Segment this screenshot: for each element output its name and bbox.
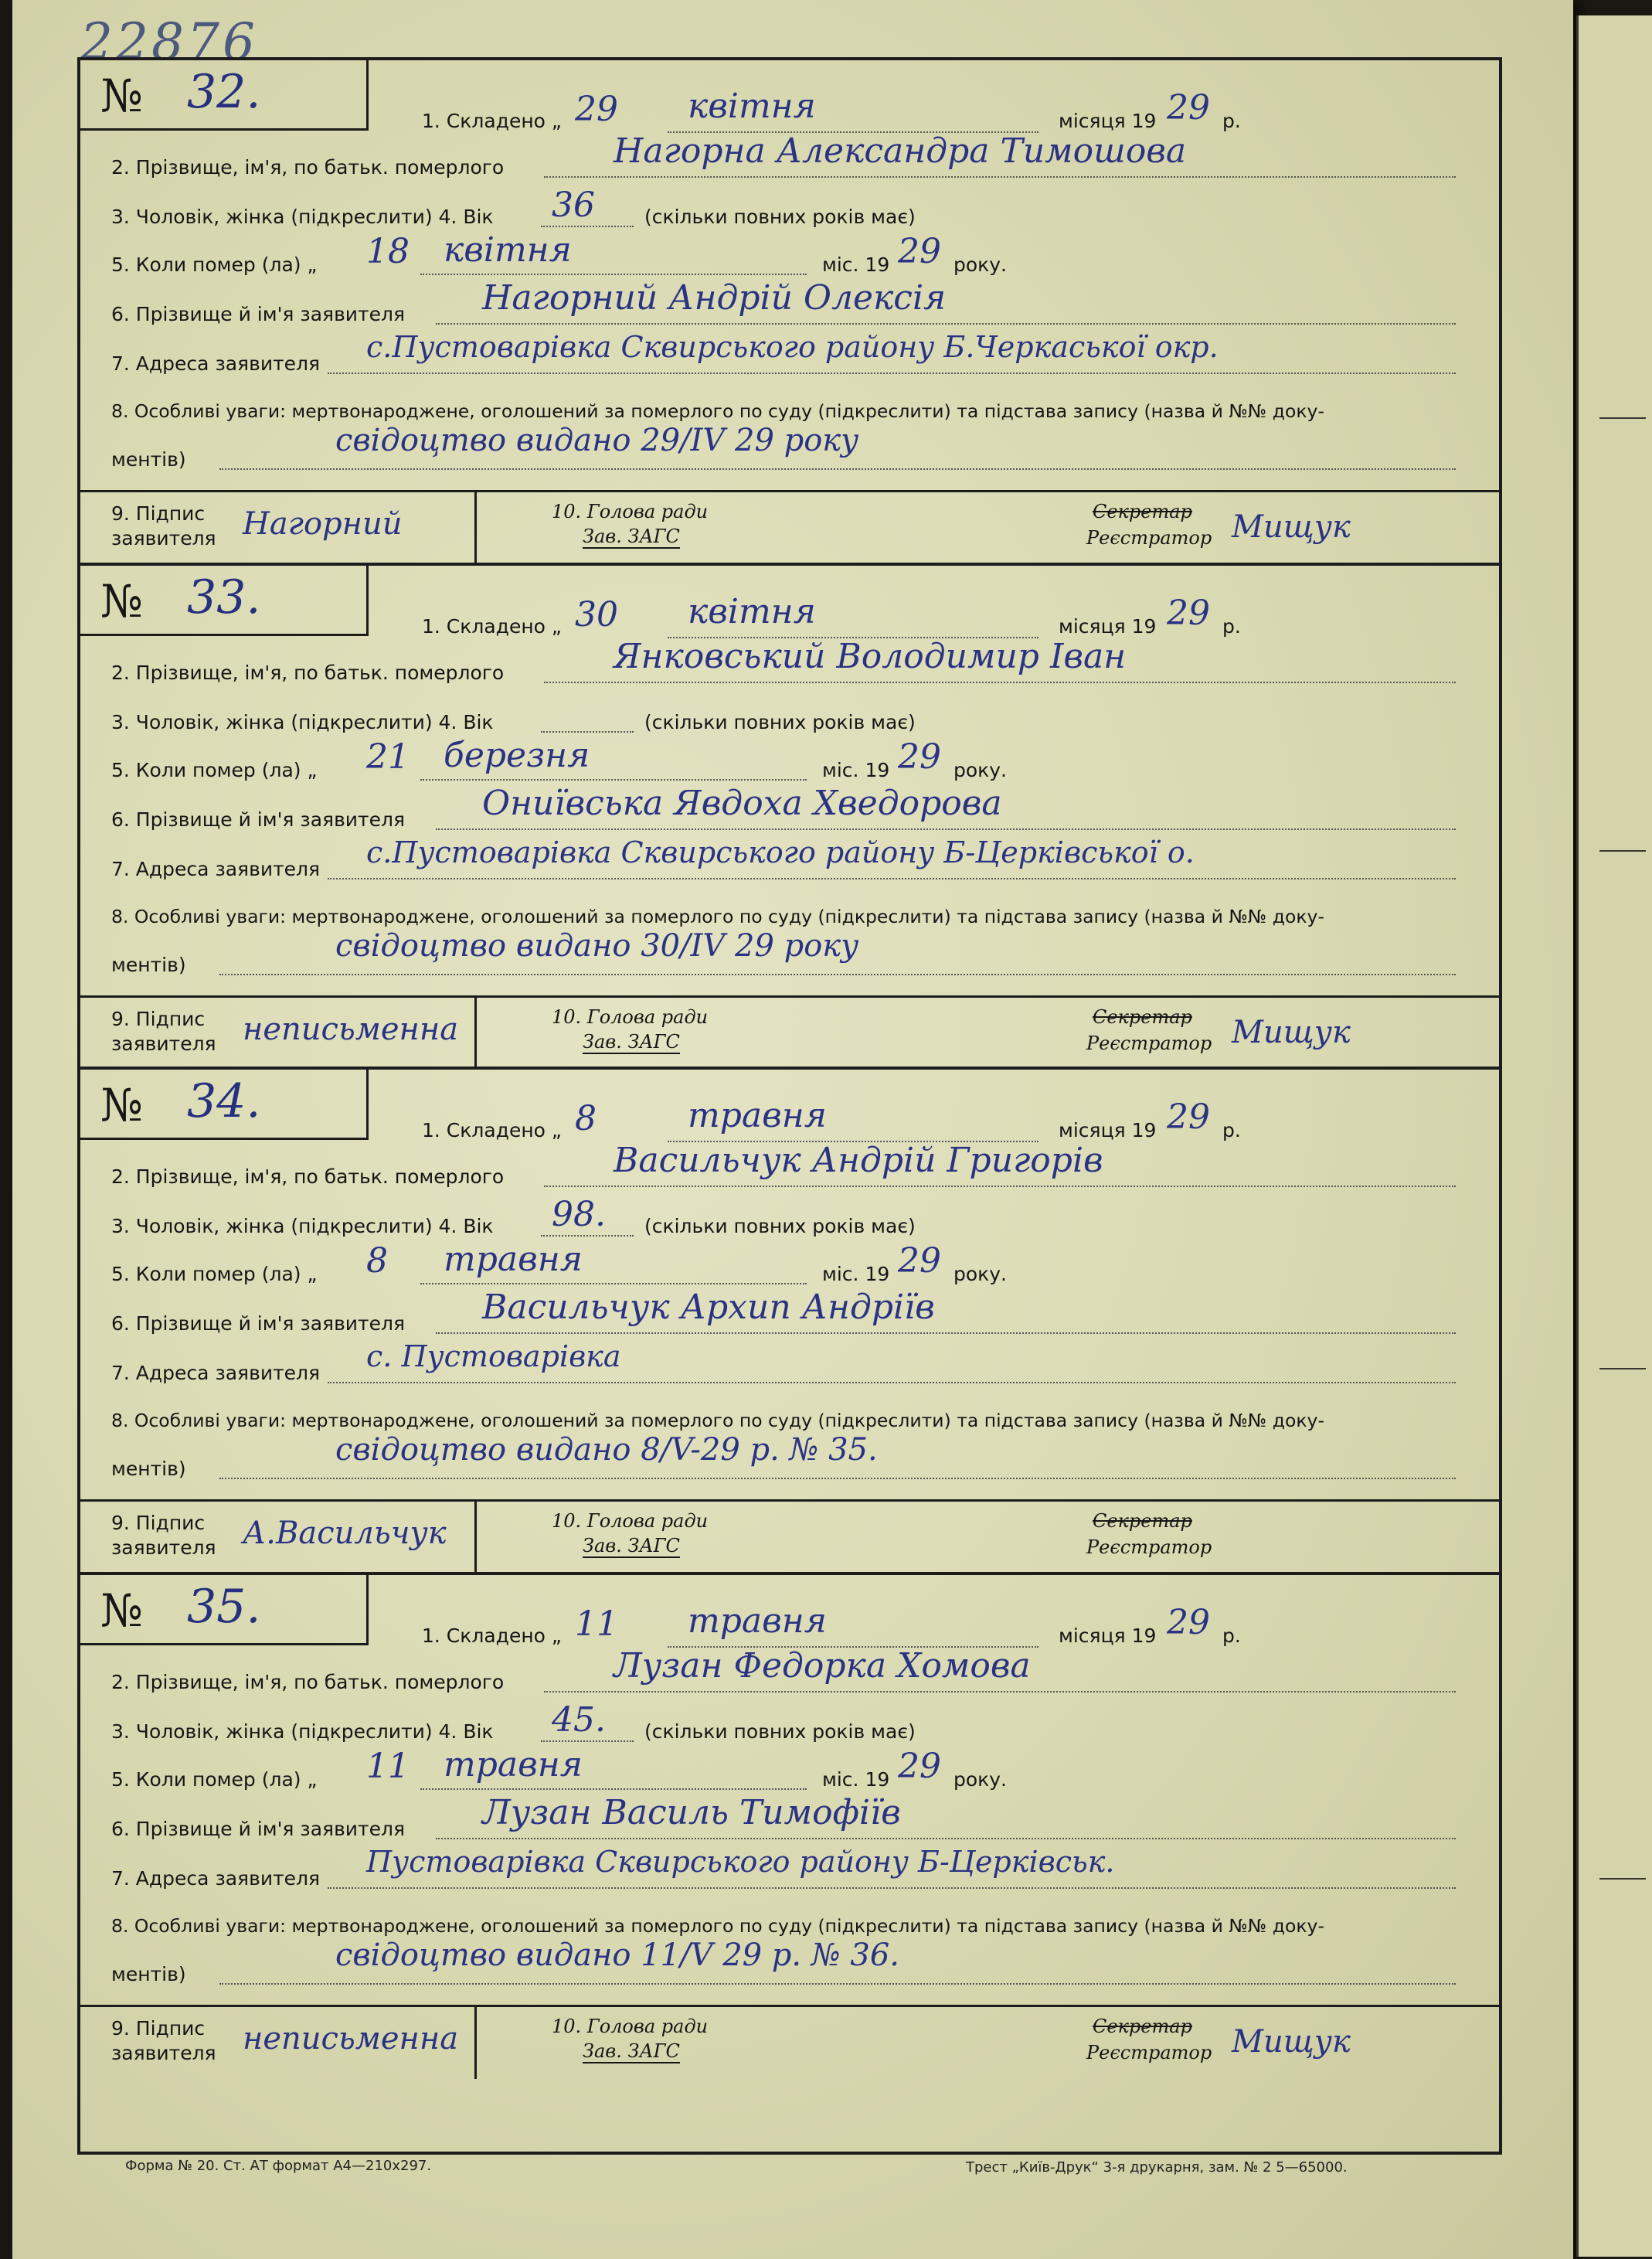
dotted-line: [544, 1186, 1456, 1187]
record-number: 32.: [187, 65, 261, 119]
mis-label: міс. 19: [822, 759, 890, 781]
head-label: 10. Голова ради: [552, 501, 709, 522]
deceased-label: 2. Прізвище, ім'я, по батьк. померлого: [111, 156, 505, 179]
notes-cont-label: ментів): [111, 954, 186, 976]
death-day: 11: [366, 1747, 410, 1786]
registrar-signature: Мищук: [1232, 1015, 1351, 1050]
dotted-line: [219, 1983, 1456, 1985]
sex-age-label: 3. Чоловік, жінка (підкреслити) 4. Вік: [111, 1720, 494, 1743]
adjacent-page-rule: [1599, 417, 1646, 419]
composed-label: 1. Складено „: [422, 615, 562, 638]
dotted-line: [420, 779, 807, 781]
deceased-name: Нагорна Александра Тимошова: [614, 131, 1187, 171]
zags-label: Зав. ЗАГС: [583, 1031, 680, 1053]
notes-value: свідоцтво видано 30/IV 29 року: [335, 928, 859, 964]
registrar-label: Реєстратор: [1086, 1536, 1212, 1558]
signature-divider: [474, 995, 477, 1070]
applicant-address: с.Пустоварівка Сквирського району Б-Церківської о.: [366, 835, 1195, 869]
dotted-line: [541, 1740, 634, 1742]
full-years-label: (скільки повних років має): [644, 1215, 916, 1237]
signature-label-2: заявителя: [111, 1033, 216, 1055]
registrar-label: Реєстратор: [1086, 1033, 1212, 1054]
dotted-line: [219, 468, 1456, 470]
sex-age-label: 3. Чоловік, жінка (підкреслити) 4. Вік: [111, 1215, 494, 1237]
applicant-address: с. Пустоварівка: [366, 1339, 621, 1373]
deceased-name: Лузан Федорка Хомова: [614, 1646, 1031, 1686]
registrar-label: Реєстратор: [1086, 527, 1212, 549]
month-of-label: місяця 19: [1059, 110, 1157, 132]
year-suffix: р.: [1222, 1625, 1241, 1647]
signature-label-2: заявителя: [111, 527, 216, 549]
sex-age-label: 3. Чоловік, жінка (підкреслити) 4. Вік: [111, 206, 494, 228]
mis-label: міс. 19: [822, 1263, 890, 1285]
mis-label: міс. 19: [822, 1768, 890, 1791]
adjacent-page-rule: [1599, 850, 1646, 852]
adjacent-page-rule: [1599, 1878, 1646, 1880]
applicant-signature: неписьменна: [243, 2021, 459, 2057]
dotted-line: [544, 176, 1456, 178]
dotted-line: [544, 682, 1456, 683]
signature-label-1: 9. Підпис: [111, 502, 206, 525]
number-sign: №: [100, 1584, 143, 1637]
signature-divider: [474, 490, 477, 564]
secretary-label: Секретар: [1093, 2016, 1192, 2037]
address-label: 7. Адреса заявителя: [111, 1362, 321, 1384]
age-value: 45.: [552, 1700, 606, 1740]
deceased-name: Янковський Володимир Іван: [614, 637, 1127, 676]
deceased-name: Васильчук Андрій Григорів: [614, 1141, 1103, 1180]
record-number-box: [80, 60, 369, 131]
roku-label: року.: [953, 1768, 1008, 1791]
dotted-line: [219, 974, 1456, 975]
notes-label: 8. Особливі уваги: мертвонароджене, оголошений за померлого по суду (підкреслити) та підстава запису (назва й №№ доку-: [111, 906, 1324, 927]
form-footer: Форма № 20. Ст. АТ формат А4—210х297.: [125, 2158, 432, 2174]
record-number: 35.: [187, 1580, 261, 1634]
dotted-line: [541, 226, 634, 227]
composed-day: 30: [575, 595, 618, 634]
record-number: 33.: [187, 570, 261, 624]
signature-divider: [474, 1499, 477, 1573]
notes-label: 8. Особливі уваги: мертвонароджене, оголошений за померлого по суду (підкреслити) та підстава запису (назва й №№ доку-: [111, 1410, 1324, 1431]
signature-label-1: 9. Підпис: [111, 1512, 206, 1534]
month-of-label: місяця 19: [1059, 615, 1157, 638]
applicant-name: Лузан Василь Тимофіїв: [482, 1793, 901, 1832]
death-year: 29: [898, 1747, 941, 1786]
signature-label-1: 9. Підпис: [111, 2017, 206, 2040]
death-record: [80, 1575, 1499, 2152]
sex-age-label: 3. Чоловік, жінка (підкреслити) 4. Вік: [111, 711, 494, 733]
year-suffix: р.: [1222, 1119, 1241, 1141]
dotted-line: [436, 828, 1456, 830]
died-label: 5. Коли помер (ла) „: [111, 253, 318, 276]
registrar-label: Реєстратор: [1086, 2042, 1212, 2063]
dotted-line: [219, 1478, 1456, 1479]
roku-label: року.: [953, 1263, 1008, 1285]
year-suffix: р.: [1222, 110, 1241, 132]
dotted-line: [328, 878, 1456, 879]
signature-row-rule: [80, 490, 1499, 492]
composed-label: 1. Складено „: [422, 1625, 562, 1647]
month-of-label: місяця 19: [1059, 1625, 1157, 1647]
death-year: 29: [898, 232, 941, 271]
head-label: 10. Голова ради: [552, 2016, 709, 2037]
composed-year: 29: [1167, 1603, 1210, 1642]
dotted-line: [436, 323, 1456, 325]
archive-number: 22876: [80, 12, 258, 72]
year-suffix: р.: [1222, 615, 1241, 638]
composed-day: 29: [575, 90, 618, 129]
address-label: 7. Адреса заявителя: [111, 858, 321, 880]
deceased-label: 2. Прізвище, ім'я, по батьк. померлого: [111, 1165, 505, 1188]
composed-day: 11: [575, 1604, 618, 1644]
record-number-box: [80, 566, 369, 636]
dotted-line: [541, 1235, 634, 1237]
secretary-label: Секретар: [1093, 1006, 1192, 1028]
registrar-signature: Мищук: [1232, 509, 1351, 545]
applicant-label: 6. Прізвище й ім'я заявителя: [111, 808, 406, 831]
applicant-signature: Нагорний: [243, 506, 403, 542]
applicant-name: Нагорний Андрій Олексія: [482, 278, 947, 318]
notes-value: свідоцтво видано 29/IV 29 року: [335, 423, 859, 458]
applicant-address: Пустоварівка Сквирського району Б-Церківськ.: [366, 1845, 1115, 1879]
record-number: 34.: [187, 1074, 261, 1128]
dotted-line: [420, 1788, 807, 1790]
applicant-label: 6. Прізвище й ім'я заявителя: [111, 1312, 406, 1335]
signature-row-rule: [80, 1499, 1499, 1502]
composed-year: 29: [1167, 1097, 1210, 1137]
zags-label: Зав. ЗАГС: [583, 1535, 680, 1556]
applicant-label: 6. Прізвище й ім'я заявителя: [111, 1818, 406, 1840]
signature-row-rule: [80, 995, 1499, 998]
registrar-signature: Мищук: [1232, 2024, 1351, 2060]
zags-label: Зав. ЗАГС: [583, 2040, 680, 2062]
death-month: травня: [444, 1745, 583, 1784]
signature-label-2: заявителя: [111, 2042, 216, 2064]
number-sign: №: [100, 1079, 143, 1131]
number-sign: №: [100, 70, 143, 122]
dotted-line: [544, 1691, 1456, 1693]
notes-cont-label: ментів): [111, 1963, 186, 1985]
death-month: квітня: [444, 230, 572, 270]
applicant-name: Ониївська Явдоха Хведорова: [482, 784, 1002, 823]
notes-label: 8. Особливі уваги: мертвонароджене, оголошений за померлого по суду (підкреслити) та підстава запису (назва й №№ доку-: [111, 400, 1324, 422]
dotted-line: [436, 1838, 1456, 1839]
signature-label-2: заявителя: [111, 1536, 216, 1559]
number-sign: №: [100, 575, 143, 628]
address-label: 7. Адреса заявителя: [111, 1867, 321, 1890]
notes-cont-label: ментів): [111, 448, 186, 471]
composed-day: 8: [575, 1099, 597, 1138]
zags-label: Зав. ЗАГС: [583, 526, 680, 547]
composed-label: 1. Складено „: [422, 1119, 562, 1141]
deceased-label: 2. Прізвище, ім'я, по батьк. померлого: [111, 662, 505, 684]
roku-label: року.: [953, 253, 1008, 276]
signature-row-rule: [80, 2005, 1499, 2007]
death-month: березня: [444, 736, 590, 775]
signature-divider: [474, 2005, 477, 2079]
dotted-line: [541, 731, 634, 733]
mis-label: міс. 19: [822, 253, 890, 276]
dotted-line: [436, 1332, 1456, 1334]
notes-value: свідоцтво видано 11/V 29 р. № 36.: [335, 1938, 900, 1973]
month-of-label: місяця 19: [1059, 1119, 1157, 1141]
composed-year: 29: [1167, 594, 1210, 633]
composed-month: квітня: [688, 592, 816, 631]
death-year: 29: [898, 737, 941, 777]
secretary-label: Секретар: [1093, 1510, 1192, 1532]
notes-value: свідоцтво видано 8/V-29 р. № 35.: [335, 1432, 878, 1468]
death-day: 18: [366, 232, 410, 271]
full-years-label: (скільки повних років має): [644, 206, 916, 228]
deceased-label: 2. Прізвище, ім'я, по батьк. померлого: [111, 1671, 505, 1693]
applicant-signature: А.Васильчук: [243, 1516, 447, 1551]
record-number-box: [80, 1070, 369, 1140]
records-frame: [77, 57, 1502, 2155]
applicant-address: с.Пустоварівка Сквирського району Б.Черкаської окр.: [366, 330, 1219, 364]
full-years-label: (скільки повних років має): [644, 711, 916, 733]
applicant-name: Васильчук Архип Андріїв: [482, 1288, 935, 1327]
dotted-line: [328, 373, 1456, 374]
died-label: 5. Коли помер (ла) „: [111, 1768, 318, 1791]
dotted-line: [328, 1887, 1456, 1889]
composed-month: травня: [688, 1601, 827, 1641]
composed-month: квітня: [688, 87, 816, 126]
dotted-line: [328, 1382, 1456, 1383]
record-number-box: [80, 1575, 369, 1645]
applicant-signature: неписьменна: [243, 1012, 459, 1047]
died-label: 5. Коли помер (ла) „: [111, 759, 318, 781]
death-year: 29: [898, 1241, 941, 1281]
notes-label: 8. Особливі уваги: мертвонароджене, оголошений за померлого по суду (підкреслити) та підстава запису (назва й №№ доку-: [111, 1915, 1324, 1937]
signature-label-1: 9. Підпис: [111, 1008, 206, 1030]
composed-year: 29: [1167, 88, 1210, 128]
head-label: 10. Голова ради: [552, 1510, 709, 1532]
adjacent-page-edge: [1576, 15, 1652, 2257]
age-value: 36: [552, 185, 595, 225]
full-years-label: (скільки повних років має): [644, 1720, 916, 1743]
dotted-line: [420, 274, 807, 275]
age-value: 98.: [552, 1195, 606, 1234]
died-label: 5. Коли помер (ла) „: [111, 1263, 318, 1285]
composed-month: травня: [688, 1096, 827, 1135]
composed-label: 1. Складено „: [422, 110, 562, 132]
death-month: травня: [444, 1240, 583, 1279]
death-record: [80, 60, 1499, 566]
dotted-line: [420, 1283, 807, 1284]
death-day: 8: [366, 1241, 388, 1281]
roku-label: року.: [953, 759, 1008, 781]
head-label: 10. Голова ради: [552, 1006, 709, 1028]
secretary-label: Секретар: [1093, 501, 1192, 522]
address-label: 7. Адреса заявителя: [111, 352, 321, 375]
death-record: [80, 1070, 1499, 1575]
printer-footer: Трест „Київ-Друк“ 3-я друкарня, зам. № 2 5—65000.: [966, 2159, 1348, 2176]
death-day: 21: [366, 737, 410, 777]
applicant-label: 6. Прізвище й ім'я заявителя: [111, 303, 406, 325]
notes-cont-label: ментів): [111, 1458, 186, 1480]
death-record: [80, 566, 1499, 1070]
adjacent-page-rule: [1599, 1368, 1646, 1369]
